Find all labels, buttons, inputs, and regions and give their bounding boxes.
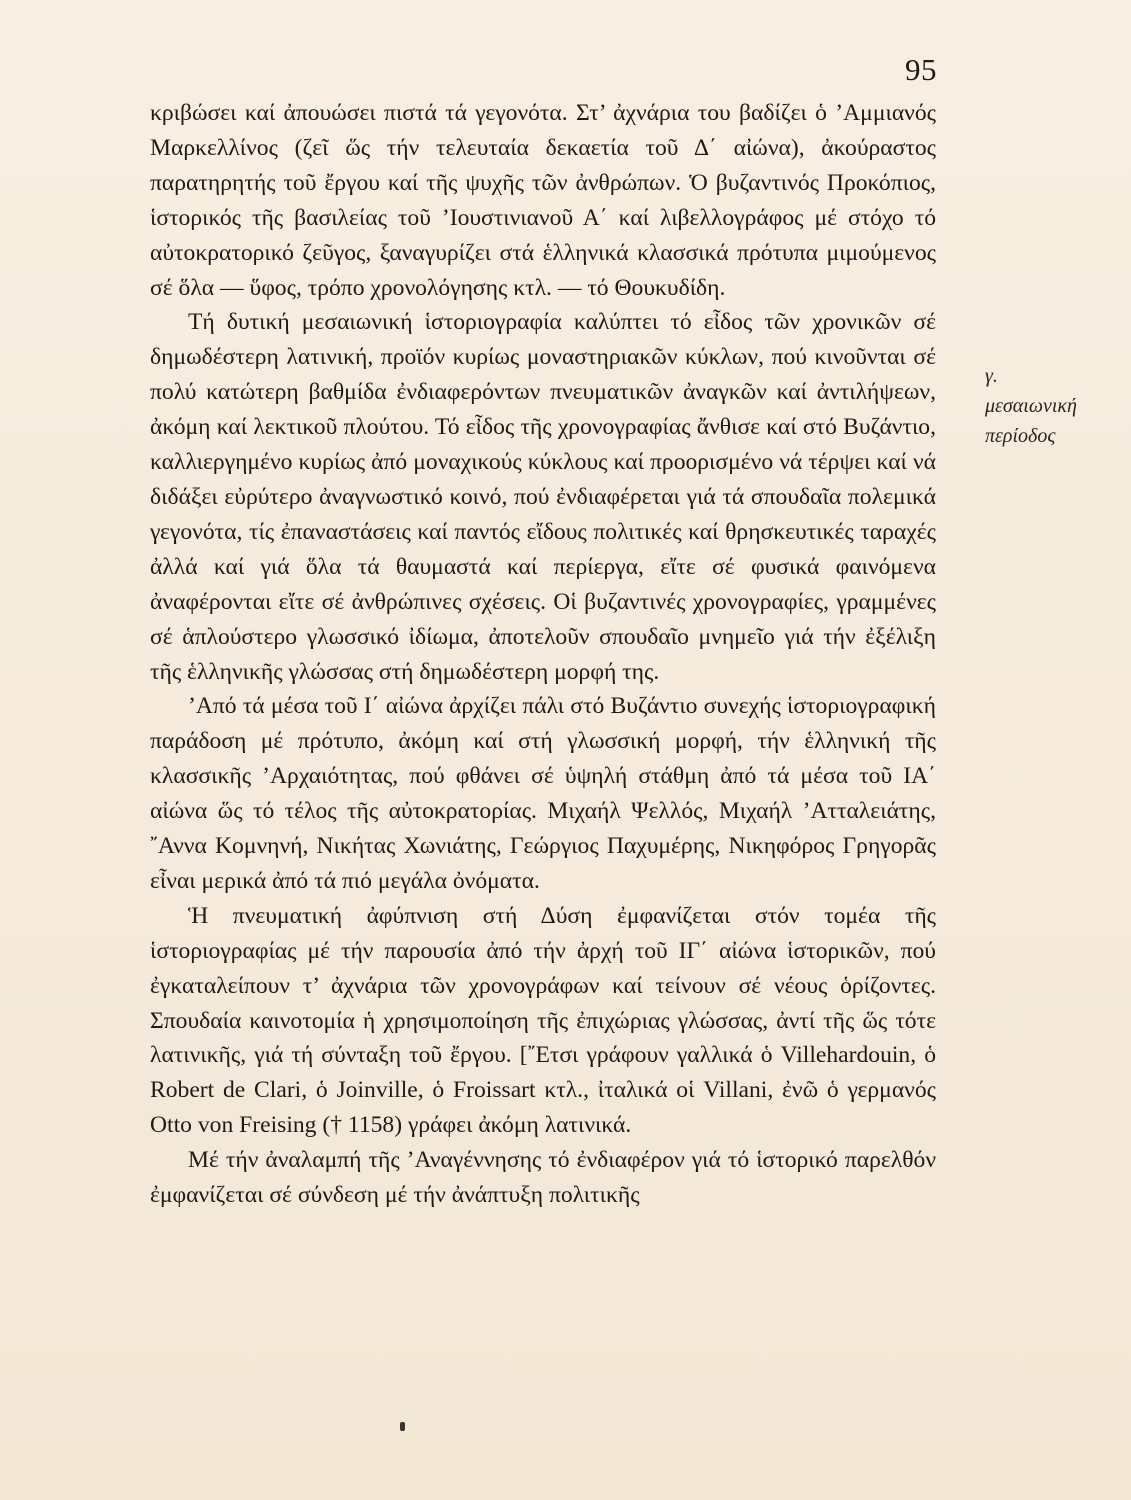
margin-note xyxy=(985,361,1125,451)
page-number: 95 xyxy=(905,52,937,87)
margin-note-line: γ. xyxy=(985,365,998,387)
body-text xyxy=(150,96,936,1213)
margin-note-line: περίοδος xyxy=(985,425,1056,447)
ink-speck xyxy=(400,1422,405,1431)
paragraph-3: ’Από τά μέσα τοῦ Ι΄ αἰώνα ἀρχίζει πάλι στό Βυζάντιο συνεχής ἱστοριογραφική παράδοση μέ πρότυπο, ἀκόμη καί στή γλωσσική μορφή, τήν ἑλληνική τῆς κλασσικῆς ’Αρχαιότητας, πού φθάνει σέ ὑψηλή στάθμη ἀπό τά μέσα τοῦ ΙΑ΄ αἰώνα ὥς τό τέλος τῆς αὐτοκρατορίας. Μιχαήλ Ψελλός, Μιχαήλ ’Ατταλειάτης, ῎Αννα Κομνηνή, Νικήτας Χωνιάτης, Γεώργιος Παχυμέρης, Νικηφόρος Γρηγορᾶς εἶναι μερικά ἀπό τά πιό μεγάλα ὀνόματα. xyxy=(150,693,936,894)
paragraph-5: Μέ τήν ἀναλαμπή τῆς ’Αναγέννησης τό ἐνδιαφέρον γιά τό ἱστορικό παρελθόν ἐμφανίζεται σέ σύνδεση μέ τήν ἀνάπτυξη πολιτικῆς xyxy=(150,1147,936,1209)
margin-note-line: μεσαιωνική xyxy=(985,395,1077,417)
paragraph-1: κριβώσει καί ἀπουώσει πιστά τά γεγονότα. Στ’ ἀχνάρια του βαδίζει ὁ ’Αμμιανός Μαρκελλίνος (ζεῖ ὥς τήν τελευταία δεκαετία τοῦ Δ΄ αἰώνα), ἀκούραστος παρατηρητής τοῦ ἔργου καί τῆς ψυχῆς τῶν ἀνθρώπων. Ὁ βυζαντινός Προκόπιος, ἱστορικός τῆς βασιλείας τοῦ ’Ιουστινιανοῦ Α΄ καί λιβελλογράφος μέ στόχο τό αὐτοκρατορικό ζεῦγος, ξαναγυρίζει στά ἑλληνικά κλασσικά πρότυπα μιμούμενος σέ ὅλα — ὕφος, τρόπο χρονολόγησης κτλ. — τό Θουκυδίδη. xyxy=(150,100,936,301)
paragraph-4: Ἡ πνευματική ἀφύπνιση στή Δύση ἐμφανίζεται στόν τομέα τῆς ἱστοριογραφίας μέ τήν παρουσία ἀπό τήν ἀρχή τοῦ ΙΓ΄ αἰώνα ἱστορικῶν, πού ἐγκαταλείπουν τ’ ἀχνάρια τῶν χρονογράφων καί τείνουν σέ νέους ὁρίζοντες. Σπουδαία καινοτομία ἡ χρησιμοποίηση τῆς ἐπιχώριας γλώσσας, ἀντί τῆς ὥς τότε λατινικῆς, γιά τή σύνταξη τοῦ ἔργου. [῎Ετσι γράφουν γαλλικά ὁ Villehardouin, ὁ Robert de Clari, ὁ Joinville, ὁ Froissart κτλ., ἰταλικά οἱ Villani, ἐνῶ ὁ γερμανός Otto von Freising († 1158) γράφει ἀκόμη λατινικά. xyxy=(150,902,936,1139)
paragraph-2: Τή δυτική μεσαιωνική ἱστοριογραφία καλύπτει τό εἶδος τῶν χρονικῶν σέ δημωδέστερη λατινική, προϊόν κυρίως μοναστηριακῶν κύκλων, πού κινοῦνται σέ πολύ κατώτερη βαθμίδα ἐνδιαφερόντων πνευματικῶν ἀναγκῶν καί ἀντιλήψεων, ἀκόμη καί λεκτικοῦ πλούτου. Τό εἶδος τῆς χρονογραφίας ἄνθισε καί στό Βυζάντιο, καλλιεργημένο κυρίως ἀπό μοναχικούς κύκλους καί προορισμένο νά τέρψει καί νά διδάξει εὐρύτερο ἀναγνωστικό κοινό, πού ἐνδιαφέρεται γιά τά σπουδαῖα πολεμικά γεγονότα, τίς ἐπαναστάσεις καί παντός εἴδους πολιτικές καί θρησκευτικές ταραχές ἀλλά καί γιά ὅλα τά θαυμαστά καί περίεργα, εἴτε σέ φυσικά φαινόμενα ἀναφέρονται εἴτε σέ ἀνθρώπινες σχέσεις. Οἱ βυζαντινές χρονογραφίες, γραμμένες σέ ἁπλούστερο γλωσσικό ἰδίωμα, ἀποτελοῦν σπουδαῖο μνημεῖο γιά τήν ἐξέλιξη τῆς ἑλληνικῆς γλώσσας στή δημωδέστερη μορφή της. xyxy=(150,309,936,685)
